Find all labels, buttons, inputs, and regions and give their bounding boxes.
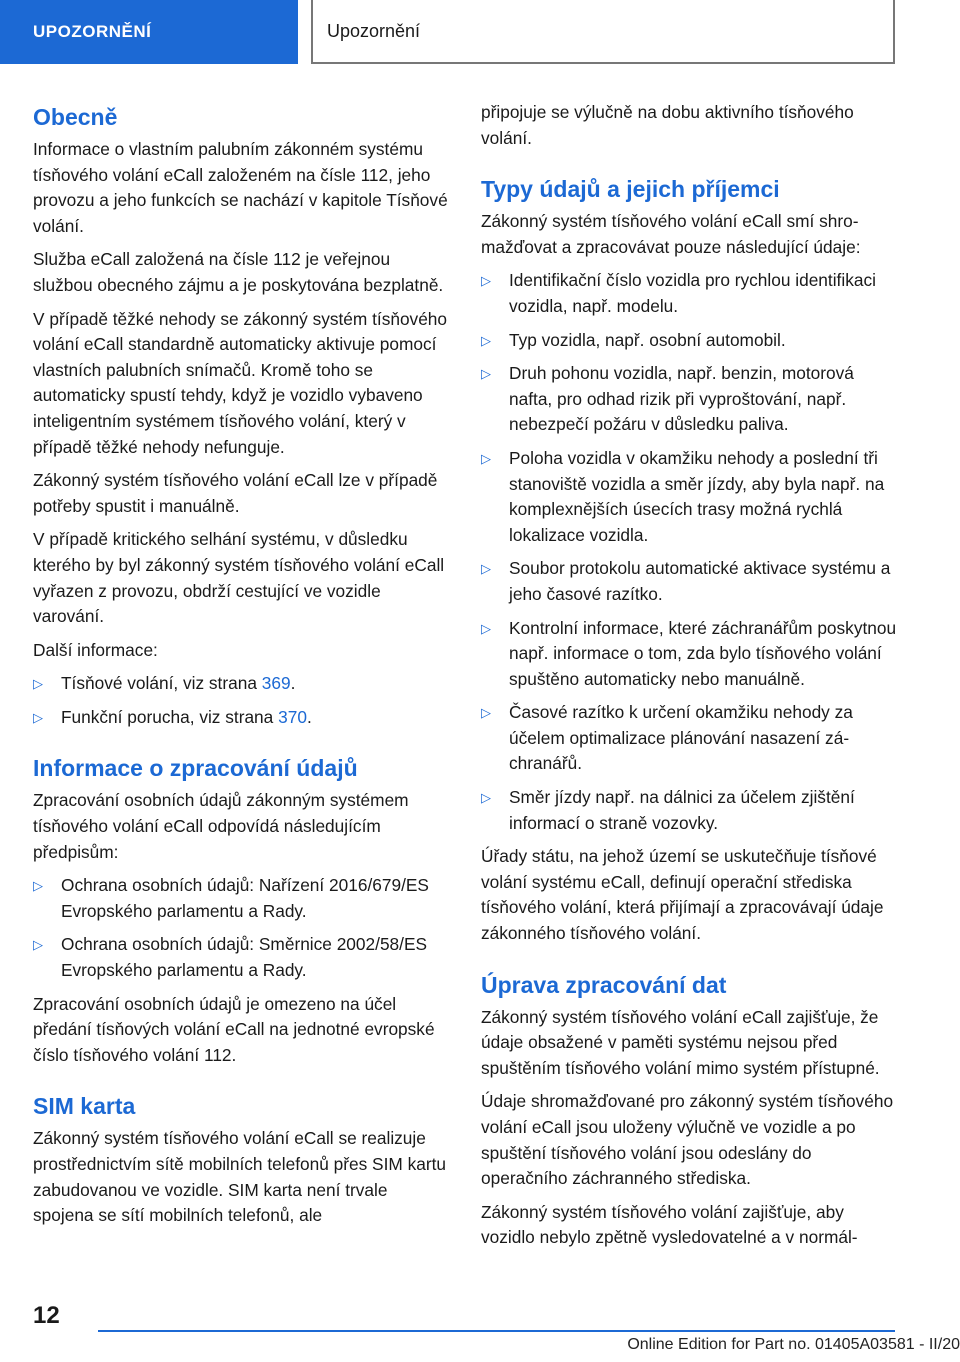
reference-text: Tísňové volání, viz strana: [61, 673, 262, 694]
paragraph: V případě těžké nehody se zákonný systém tísňového volání eCall standardně automaticky aktivuje pomocí vlastních palubních snímačů. Kromě toho se automaticky spustí tehdy, když je vozidlo vybaveno inteligentním systémem tísňového volání, který v případě těžké nehody nefunguje.: [33, 308, 448, 457]
list-item: [33, 671, 451, 697]
paragraph: Zákonný systém tísňového volání eCall smí shromažďovat a zpracovávat pouze následující údaje:: [481, 211, 861, 257]
list-item: [481, 700, 899, 777]
section-tab: UPOZORNĚNÍ: [0, 0, 298, 64]
list-item-text: Druh pohonu vozidla, např. benzin, motorová nafta, pro odhad rizik při vyproštování, např. nebezpečí požáru v důsledku paliva.: [509, 363, 854, 435]
heading-data-processing: Informace o zpracování údajů: [33, 755, 358, 782]
page-link-370[interactable]: 370: [278, 706, 307, 727]
triangle-bullet-icon: ▷: [481, 366, 491, 382]
reference-list: [33, 671, 451, 730]
regulation-list: [33, 873, 451, 983]
paragraph: Informace o vlastním palubním zákonném systému tísňového volání eCall založeném na čísle 112, jeho provozu a jeho funkcích se nachází v kapitole Tísňové volání.: [33, 139, 448, 236]
list-item-text: Identifikační číslo vozidla pro rychlou identifikaci vozidla, např. modelu.: [509, 270, 876, 316]
triangle-bullet-icon: ▷: [481, 790, 491, 806]
list-item-text: Časové razítko k určení okamžiku nehody za účelem optimalizace plánování nasazení záchranářů.: [509, 702, 853, 774]
list-item: [481, 556, 899, 607]
triangle-bullet-icon: ▷: [33, 937, 43, 953]
list-item-text: Poloha vozidla v okamžiku nehody a poslední tři stanoviště vozidla a směr jízdy, aby byla např. na komplexnějších úsecích trasy možná rychlá lokalizace vozidla.: [509, 447, 885, 545]
paragraph: Služba eCall založená na čísle 112 je veřejnou službou obecného zájmu a je poskytována bezplatně.: [33, 249, 444, 295]
heading-general: Obecně: [33, 104, 118, 130]
list-item-text: Ochrana osobních údajů: Nařízení 2016/679/ES Evropského parlamentu a Rady.: [61, 875, 429, 921]
list-item: [481, 616, 899, 693]
paragraph: Zákonný systém tísňového volání eCall se realizuje prostřednictvím sítě mobilních telefonů přes SIM kartu zabudovanou ve vozidle. SIM karta není trvale spojena se sítí mobilních telefonů, ale: [33, 1128, 447, 1226]
paragraph: Zpracování osobních údajů zákonným systémem tísňového volání eCall odpovídá následujícím předpisům:: [33, 790, 409, 862]
paragraph: připojuje se výlučně na dobu aktivního tísňového volání.: [481, 102, 854, 148]
left-column: [33, 100, 451, 1237]
page-number: 12: [33, 1302, 60, 1329]
list-item-text: Kontrolní informace, které záchranářům poskytnou např. informace o tom, zda bylo tísňového volání spuštěno automaticky nebo manuálně.: [509, 617, 897, 689]
paragraph: Zákonný systém tísňového volání eCall zajišťuje, že údaje obsažené v paměti systému nejsou před spuštěním tísňového volání mimo systém přístupné.: [481, 1006, 880, 1078]
page-link-369[interactable]: 369: [261, 673, 291, 694]
footer-divider: [98, 1330, 895, 1332]
list-item: [481, 268, 899, 319]
triangle-bullet-icon: ▷: [33, 878, 43, 894]
list-item: [33, 932, 451, 983]
triangle-bullet-icon: ▷: [33, 709, 43, 725]
list-item: [481, 785, 899, 836]
list-item-text: Směr jízdy např. na dálnici za účelem zjištění informací o straně vozovky.: [509, 787, 855, 833]
paragraph: Zpracování osobních údajů je omezeno na účel předání tísňových volání eCall na jednotné evropské číslo tísňového volání 112.: [33, 993, 435, 1065]
list-item-text: Typ vozidla, např. osobní automobil.: [509, 329, 786, 350]
list-item: [33, 873, 451, 924]
triangle-bullet-icon: ▷: [481, 273, 491, 289]
paragraph: Další informace:: [33, 639, 158, 660]
heading-data-types: Typy údajů a jejich příjemci: [481, 176, 780, 203]
heading-sim-card: SIM karta: [33, 1093, 136, 1120]
list-item-text: Ochrana osobních údajů: Směrnice 2002/58/ES Evropského parlamentu a Rady.: [61, 934, 428, 981]
heading-data-processing-edit: Úprava zpracování dat: [481, 971, 727, 998]
paragraph: V případě kritického selhání systému, v důsledku kterého by byl zákonný systém tísňového volání eCall vyřazen z provozu, obdrží cestující ve vozidle varování.: [33, 529, 445, 627]
reference-text: Funkční porucha, viz strana: [61, 706, 279, 727]
triangle-bullet-icon: ▷: [481, 450, 491, 466]
triangle-bullet-icon: ▷: [33, 676, 43, 692]
list-item: [481, 446, 899, 548]
list-item: [481, 361, 899, 438]
triangle-bullet-icon: ▷: [481, 620, 491, 636]
list-item-text: Soubor protokolu automatické aktivace systému a jeho časové razítko.: [509, 558, 891, 604]
right-column: [481, 100, 899, 1259]
paragraph: Údaje shromažďované pro zákonný systém tísňového volání eCall jsou uloženy výlučně ve vozidle a po spuštění tísňového volání jsou odeslány do operačního záchranného střediska.: [481, 1091, 894, 1189]
list-item: [481, 328, 899, 354]
triangle-bullet-icon: ▷: [481, 705, 491, 721]
paragraph: Zákonný systém tísňového volání zajišťuje, aby vozidlo nebylo zpětně vysledovatelné a v normál-: [481, 1201, 858, 1248]
list-item: [33, 705, 451, 731]
paragraph: Úřady státu, na jehož území se uskutečňuje tísňové volání systému eCall, definují operační střediska tísňového volání, která přijímají a zpracovávají údaje zákonného tísňového volání.: [481, 846, 884, 944]
edition-info: Online Edition for Part no. 01405A03581 - II/20: [627, 1336, 960, 1353]
reference-suffix: .: [306, 706, 312, 727]
data-types-list: [481, 268, 899, 836]
section-title: Upozornění: [311, 0, 895, 64]
triangle-bullet-icon: ▷: [481, 561, 491, 577]
reference-suffix: .: [290, 673, 296, 694]
triangle-bullet-icon: ▷: [481, 332, 491, 348]
paragraph: Zákonný systém tísňového volání eCall lze v případě potřeby spustit i manuálně.: [33, 470, 438, 516]
